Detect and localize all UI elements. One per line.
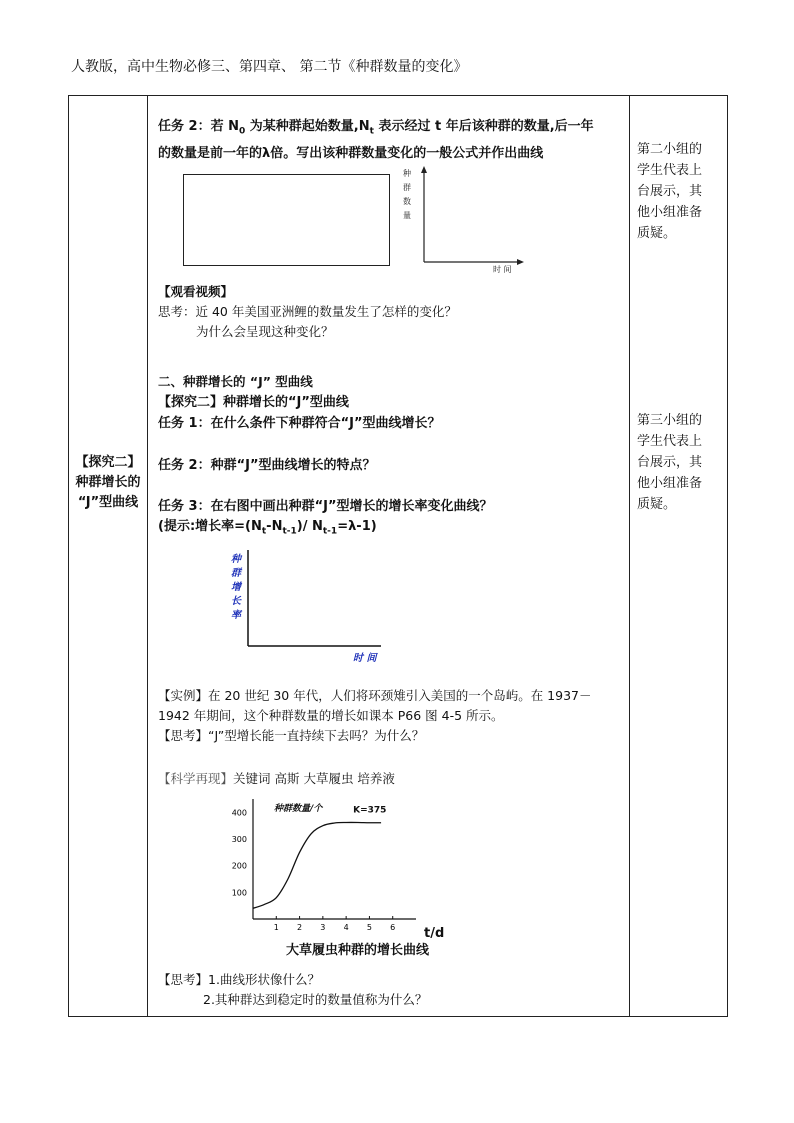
task1-text: 任务 1：在什么条件下种群符合“J”型曲线增长？: [158, 416, 441, 431]
section2-heading: 二、种群增长的 “J” 型曲线: [158, 374, 313, 389]
y-tick-label: 100: [231, 888, 247, 898]
x-tick-label: 3: [320, 923, 326, 932]
population-axes-chart: [398, 164, 528, 279]
task3-text: 任务 3：在右图中画出种群“J”型增长的增长率变化曲线？: [158, 499, 493, 514]
x-axis-label: 时 间: [353, 653, 377, 664]
note-group-3: 第三小组的 学生代表上 台展示，其 他小组准备 质疑。: [637, 413, 703, 512]
chart-caption: 大草履虫种群的增长曲线: [286, 943, 430, 958]
x-axis-arrow: [517, 259, 524, 265]
content-column: [148, 96, 630, 1017]
explore-heading: 【探究二】种群增长的“J”型曲线: [158, 395, 349, 410]
video-heading: 【观看视频】: [158, 284, 234, 299]
y-tick-label: 300: [231, 835, 247, 844]
science-line: [158, 769, 395, 789]
section-label-line: 种群增长的: [75, 475, 141, 490]
lesson-table: [68, 95, 728, 1017]
y-axis-char: 增: [231, 582, 241, 593]
video-question-2: 为什么会呈现这种变化？: [196, 324, 334, 339]
hint-text: (提示:增长率$=(N_t-N_{t-1})/$ $N_{t-1}=\lambda-1$): [158, 519, 377, 537]
example-question: 【思考】“J”型增长能一直持续下去吗？为什么？: [158, 728, 425, 743]
section-label-line: 【探究二】: [75, 455, 141, 470]
y-axis-arrow: [421, 166, 427, 173]
y-axis-char: 群: [403, 183, 411, 192]
example-line-2: 1942 年期间，这个种群数量的增长如课本 P66 图 4-5 所示。: [158, 708, 504, 723]
section-label-line: “J”型曲线: [77, 495, 139, 510]
growth-curve: [253, 822, 381, 908]
x-tick-label: 5: [366, 923, 372, 932]
chart-y-label: 种群数量/个: [274, 804, 323, 814]
final-question-1: 【思考】1.曲线形状像什么？: [158, 972, 320, 987]
y-axis-char: 种: [403, 169, 411, 178]
x-tick-label: 4: [343, 923, 349, 932]
k-annotation: K=375: [353, 805, 387, 816]
y-axis-char: 群: [231, 568, 241, 579]
notes-column: [630, 96, 728, 1017]
task2-formula-text: 任务 2：若 $N_0$ 为某种群起始数量$,N_t$ 表示经过 t 年后该种群的数量,后一年 的数量是前一年的λ倍。写出该种群数量变化的一般公式并作出曲线: [158, 119, 594, 161]
y-axis-char: 种: [231, 554, 241, 565]
final-question-2: 2.其种群达到稳定时的数量值称为什么？: [203, 992, 428, 1007]
y-axis-char: 数: [403, 197, 411, 206]
drawing-box: [183, 174, 390, 266]
science-prefix: 【科学再现】: [158, 771, 234, 786]
y-axis-char: 率: [231, 610, 241, 621]
x-axis-label: 时 间: [493, 265, 512, 274]
note-group-2: 第二小组的 学生代表上 台展示，其 他小组准备 质疑。: [637, 142, 703, 241]
x-tick-label: 2: [297, 923, 303, 932]
y-tick-label: 400: [231, 808, 247, 818]
x-tick-label: 6: [390, 923, 396, 932]
example-line-1: 【实例】在 20 世纪 30 年代，人们将环颈雉引入美国的一个岛屿。在 1937－: [158, 688, 592, 703]
label-column: [69, 96, 148, 1017]
y-tick-label: 200: [231, 861, 247, 871]
y-axis-char: 量: [403, 211, 411, 220]
video-question-1: 思考：近 40 年美国亚洲鲤的数量发生了怎样的变化？: [158, 304, 457, 319]
section-label: [71, 453, 145, 513]
task2-text: 任务 2：种群“J”型曲线增长的特点？: [158, 458, 376, 473]
page-header: 人教版，高中生物必修三、第四章、 第二节《种群数量的变化》: [71, 59, 468, 75]
x-tick-label: 1: [273, 923, 279, 932]
growth-rate-axes-chart: [226, 546, 396, 671]
y-axis-char: 长: [231, 596, 241, 607]
chart-x-label: t/d: [424, 926, 445, 941]
logistic-growth-chart: [188, 796, 448, 966]
science-keywords: 关键词 高斯 大草履虫 培养液: [233, 771, 395, 786]
